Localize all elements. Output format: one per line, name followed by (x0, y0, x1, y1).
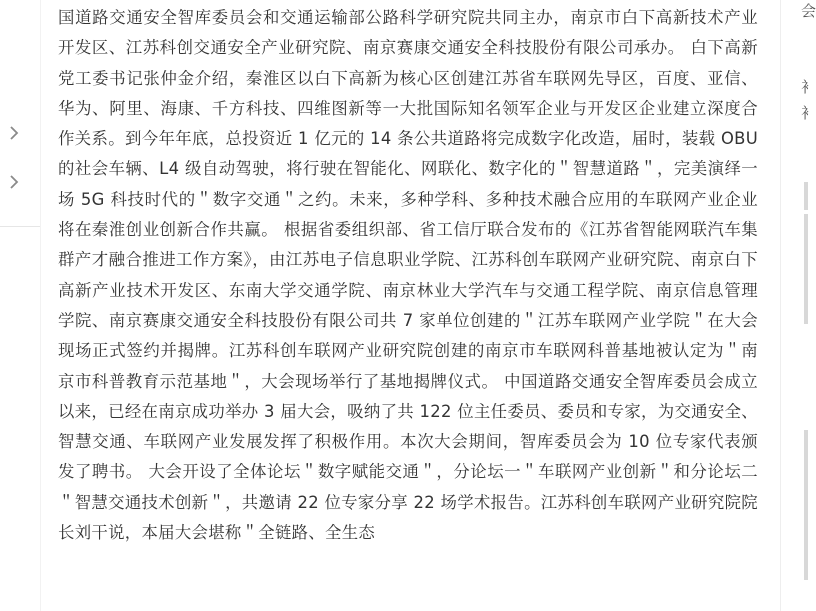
expand-button[interactable] (0, 117, 28, 153)
divider (0, 226, 40, 227)
sidebar-text-fragment: 衤 (801, 78, 816, 96)
sidebar-image-edge[interactable] (804, 182, 808, 210)
article-paragraph: 国道路交通安全智库委员会和交通运输部公路科学研究院共同主办，南京市白下高新技术产业开发区、江苏科创交通安全产业研究院、南京赛康交通安全科技股份有限公司承办。 白下高新党工委书记张仲金介绍，秦淮区以白下高新为核心区创建江苏省车联网先导区，百度、亚信、华为、阿里、海康、千方科技、四维图新等一大批国际知名领军企业与开发区企业建立深度合作关系。到今年年底，总投资近 1 亿元的 14 条公共道路将完成数字化改造，届时，装载 OBU 的社会车辆、L4 级自动驾驶，将行驶在智能化、网联化、数字化的＂智慧道路＂，完美演绎一场 5G 科技时代的＂数字交通＂之约。未来，多种学科、多种技术融合应用的车联网产业企业将在秦淮创业创新合作共赢。 根据省委组织部、省工信厅联合发布的《江苏省智能网联汽车集群产才融合推进工作方案》，由江苏电子信息职业学院、江苏科创车联网产业研究院、南京白下高新产业技术开发区、东南大学交通学院、南京林业大学汽车与交通工程学院、南京信息管理学院、南京赛康交通安全科技股份有限公司共 7 家单位创建的＂江苏车联网产业学院＂在大会现场正式签约并揭牌。江苏科创车联网产业研究院创建的南京市车联网科普基地被认定为＂南京市科普教育示范基地＂，大会现场举行了基地揭牌仪式。 中国道路交通安全智库委员会成立以来，已经在南京成功举办 3 届大会，吸纳了共 122 位主任委员、委员和专家，为交通安全、智慧交通、车联网产业发展发挥了积极作用。本次大会期间，智库委员会为 10 位专家代表颁发了聘书。 大会开设了全体论坛＂数字赋能交通＂，分论坛一＂车联网产业创新＂和分论坛二＂智慧交通技术创新＂，共邀请 22 位专家分享 22 场学术报告。江苏科创车联网产业研究院院长刘干说，本届大会堪称＂全链路、全生态 (58, 8, 758, 543)
sidebar-text-fragment: 衤 (801, 104, 816, 122)
sidebar-text-fragment: 会 (801, 2, 816, 20)
chevron-right-icon (8, 174, 20, 194)
expand-button[interactable] (0, 166, 28, 202)
right-sidebar-edge (780, 0, 816, 611)
left-navigation-rail (0, 0, 41, 611)
sidebar-image-edge[interactable] (804, 430, 808, 580)
sidebar-image-edge[interactable] (804, 214, 808, 324)
article-content (58, 0, 758, 611)
chevron-right-icon (8, 125, 20, 145)
